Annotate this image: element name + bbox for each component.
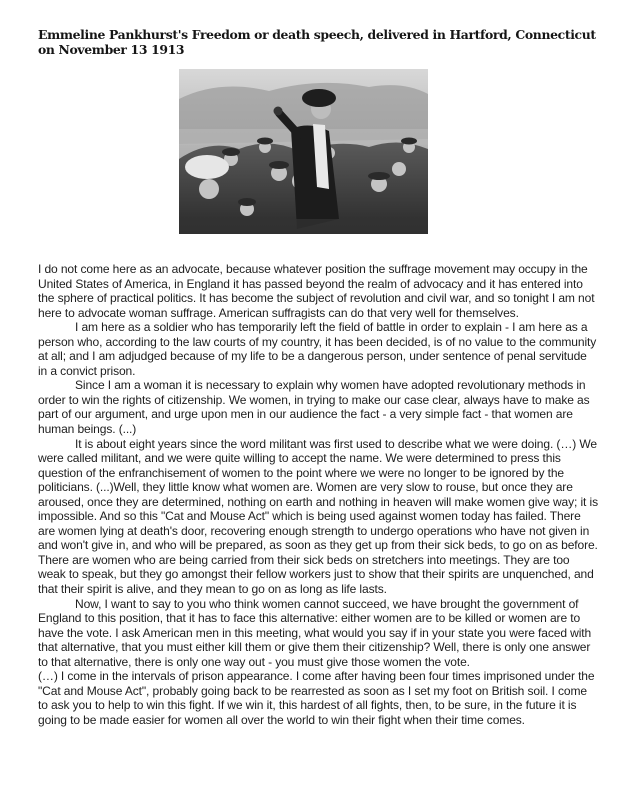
speech-body [38, 262, 598, 728]
speech-paragraph-2: I am here as a soldier who has temporarily left the field of battle in order to explain - I am here as a person who, according to the law courts of my country, it has been decided, is of no value to the community at all; and I am adjudged because of my life to be a dangerous person, under sentence of penal servitude in a convict prison. [38, 320, 597, 378]
speech-paragraph-4: It is about eight years since the word militant was first used to describe what we were doing. (…) We were called militant, and we were quite willing to accept the name. We were determined to press this question of the enfranchisement of women to the point where we were no longer to be ignored by the politicians. (...)Well, they little know what women are. Women are very slow to rouse, but once they are aroused, once they are determined, nothing on earth and nothing in heaven will make women give way; it is impossible. And so this "Cat and Mouse Act" which is being used against women today has failed. There are women lying at death's door, recovering enough strength to undergo operations who have not given in and won't give in, and who will be prepared, as soon as they get up from their sick beds, to go on as before. There are women who are being carried from their sick beds on stretchers into meetings. They are too weak to speak, but they go amongst their fellow workers just to show that their spirits are unquenched, and that their spirit is alive, and they mean to go on as long as life lasts. [38, 436, 598, 597]
speech-paragraph-3: Since I am a woman it is necessary to explain why women have adopted revolutionary methods in order to win the rights of citizenship. We women, in trying to make our case clear, always have to make as part of our argument, and urge upon men in our audience the fact - a very simple fact - that women are human beings. (...) [38, 378, 590, 437]
speech-paragraph-1: I do not come here as an advocate, because whatever position the suffrage movement may occupy in the United States of America, in England it has passed beyond the realm of advocacy and it has entered into the sphere of practical politics. It has become the subject of revolution and civil war, and so tonight I am not here to advocate woman suffrage. American suffragists can do that very well for themselves. [38, 262, 595, 320]
pankhurst-photo [179, 69, 428, 234]
document-title: Emmeline Pankhurst's Freedom or death speech, delivered in Hartford, Connecticut on November 13 1913 [38, 27, 596, 57]
speech-paragraph-6: (…) I come in the intervals of prison appearance. I come after having been four times imprisoned under the "Cat and Mouse Act", probably going back to be rearrested as soon as I set my foot on British soil. I come to ask you to help to win this fight. If we win it, this hardest of all fights, then, to be sure, in the future it is going to be made easier for women all over the world to win their fight when their time comes. [38, 669, 595, 727]
speech-paragraph-5: Now, I want to say to you who think women cannot succeed, we have brought the government of England to this position, that it has to face this alternative: either women are to be killed or women are to have the vote. I ask American men in this meeting, what would you say if in your state you were faced with that alternative, that you must either kill them or give them their citizenship? Well, there is only one answer to that alternative, there is only one way out - you must give those women the vote. [38, 596, 592, 669]
photo-image [179, 69, 428, 234]
